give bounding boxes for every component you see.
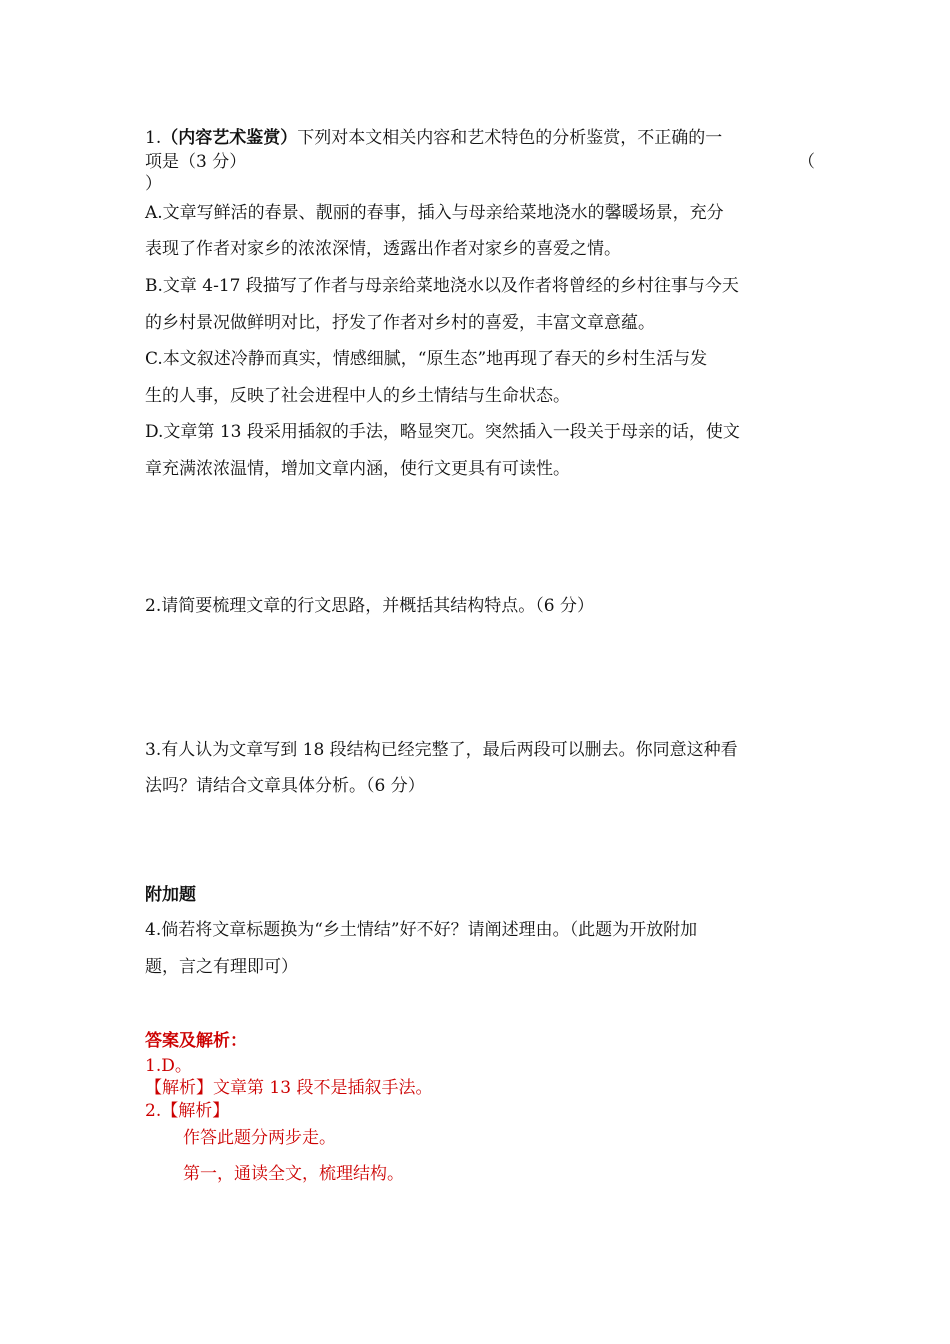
q1-tag: （内容艺术鉴赏） [161,128,298,148]
answer-1-note: 【解析】文章第 13 段不是插叙手法。 [145,1078,433,1098]
q1-option-b-line2: 的乡村景况做鲜明对比，抒发了作者对乡村的喜爱，丰富文章意蕴。 [145,313,655,333]
answer-2-para-1: 作答此题分两步走。 [183,1128,336,1148]
q1-stem: 下列对本文相关内容和艺术特色的分析鉴赏，不正确的一 [297,128,723,148]
q1-option-c-line2: 生的人事，反映了社会进程中人的乡土情结与生命状态。 [145,386,570,406]
q2-line: 2.请简要梳理文章的行文思路，并概括其结构特点。（6 分） [145,596,594,616]
q1-stem-cont: 项是（3 分） [145,152,247,172]
q1-line2 [145,150,815,174]
extra-q4-line1: 4.倘若将文章标题换为“乡土情结”好不好？请阐述理由。（此题为开放附加 [145,920,698,940]
answers-heading: 答案及解析： [145,1031,247,1051]
q1-answer-paren-close: ） [145,174,162,194]
q3-line1: 3.有人认为文章写到 18 段结构已经完整了，最后两段可以删去。你同意这种看 [145,740,738,760]
q1-option-c-line1: C.本文叙述冷静而真实，情感细腻，“原生态”地再现了春天的乡村生活与发 [145,349,708,369]
answer-2-para-2: 第一，通读全文，梳理结构。 [183,1164,404,1184]
q1-line1 [145,126,815,150]
answer-1: 1.D。 [145,1056,192,1076]
q1-option-a-line1: A.文章写鲜活的春景、靓丽的春事，插入与母亲给菜地浇水的馨暖场景，充分 [145,203,724,223]
extra-heading: 附加题 [145,885,196,905]
q1-option-a-line2: 表现了作者对家乡的浓浓深情，透露出作者对家乡的喜爱之情。 [145,239,621,259]
q1-option-b-line1: B.文章 4-17 段描写了作者与母亲给菜地浇水以及作者将曾经的乡村往事与今天 [145,276,739,296]
q3-line2: 法吗？请结合文章具体分析。（6 分） [145,776,425,796]
q1-number: 1. [145,128,162,148]
q1-option-d-line2: 章充满浓浓温情，增加文章内涵，使行文更具有可读性。 [145,459,570,479]
answer-2-label: 2.【解析】 [145,1101,230,1121]
q1-option-d-line1: D.文章第 13 段采用插叙的手法，略显突兀。突然插入一段关于母亲的话，使文 [145,422,740,442]
extra-q4-line2: 题，言之有理即可） [145,957,298,977]
q1-answer-paren-open: （ [798,152,815,172]
q1-line3 [145,172,815,196]
